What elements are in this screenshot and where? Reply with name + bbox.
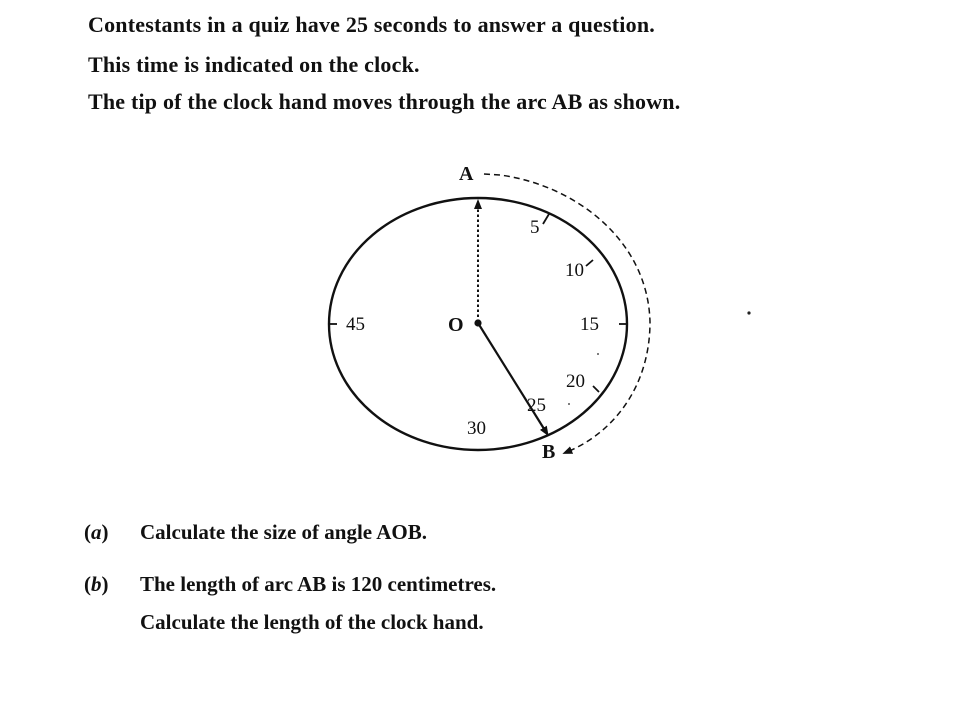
intro-line-3: The tip of the clock hand moves through the arc AB as shown. (88, 89, 681, 114)
center-point (474, 319, 481, 326)
tick-label-5: 5 (530, 217, 540, 238)
speck (597, 353, 599, 355)
tick-label-45: 45 (346, 314, 365, 335)
question-b-close: ) (101, 572, 109, 596)
speck (747, 311, 750, 314)
tick-10 (586, 260, 593, 266)
question-a-marker (84, 520, 109, 545)
tick-label-10: 10 (565, 260, 584, 281)
label-o: O (448, 314, 464, 336)
tick-label-30: 30 (467, 418, 486, 439)
tick-label-15: 15 (580, 314, 599, 335)
question-a-close: ) (101, 520, 109, 544)
question-b-text-line-2: Calculate the length of the clock hand. (140, 610, 484, 634)
question-a-text: Calculate the size of angle AOB. (140, 520, 427, 544)
question-b-open: ( (84, 572, 91, 596)
speck (568, 403, 570, 405)
question-a-letter: a (91, 520, 102, 544)
question-a-open: ( (84, 520, 91, 544)
label-b: B (542, 441, 556, 463)
question-b-letter: b (91, 572, 102, 596)
tick-5 (543, 214, 549, 224)
tick-label-20: 20 (566, 371, 585, 392)
tick-20 (593, 386, 599, 392)
arc-ab-dashed (484, 174, 650, 452)
tick-label-25: 25 (527, 395, 546, 416)
label-a: A (459, 163, 474, 185)
question-b-text-line-1: The length of arc AB is 120 centimetres. (140, 572, 497, 596)
intro-line-1: Contestants in a quiz have 25 seconds to answer a question. (88, 12, 655, 37)
intro-line-2: This time is indicated on the clock. (88, 52, 420, 77)
question-b-marker (84, 572, 109, 597)
